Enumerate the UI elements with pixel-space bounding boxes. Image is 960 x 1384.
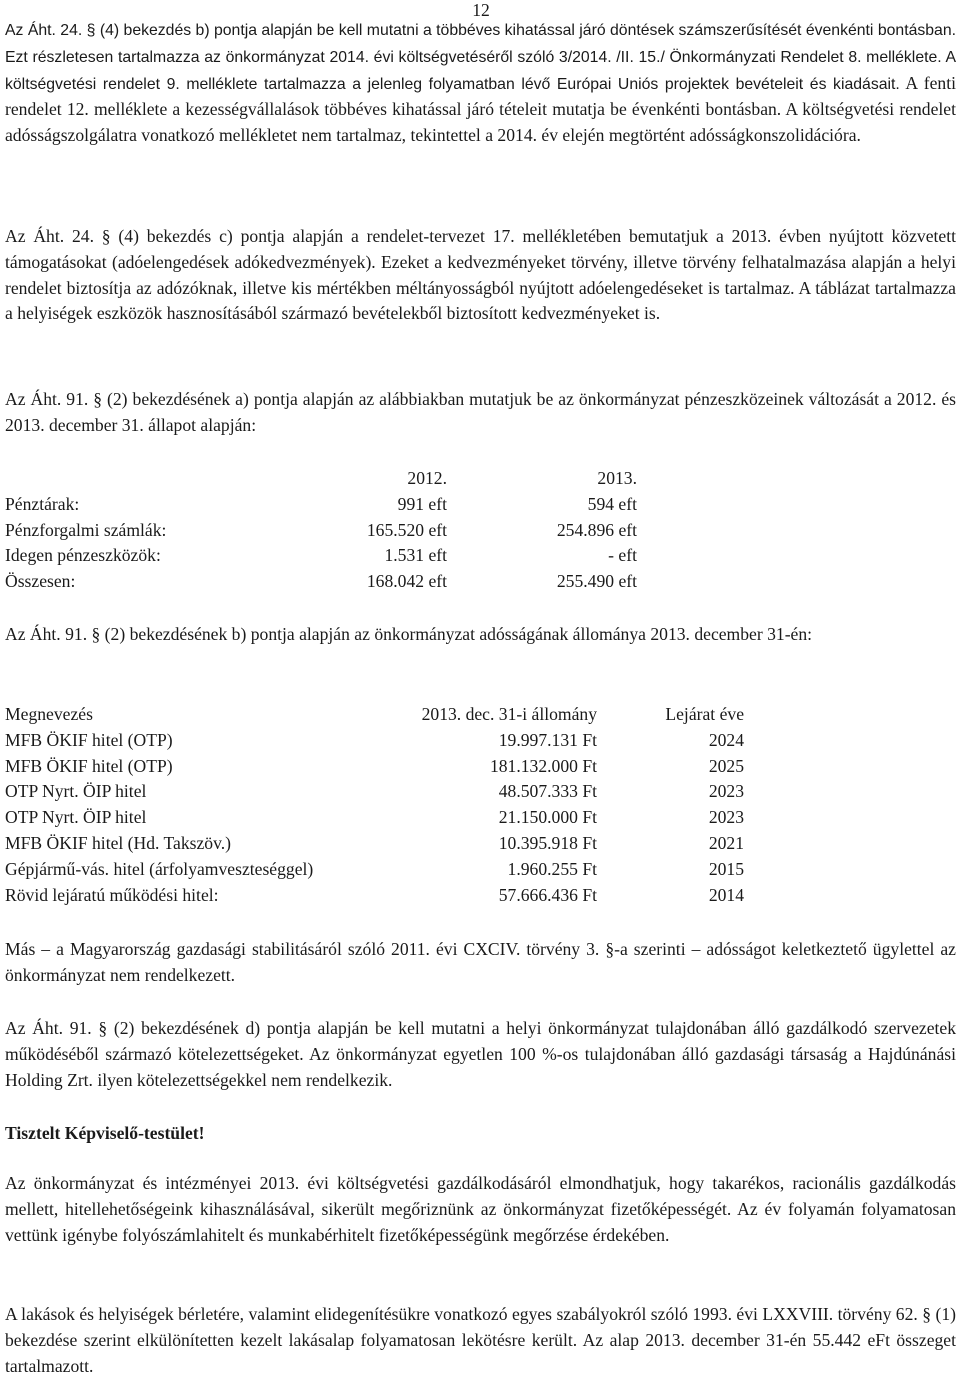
cash-row-2012: 1.531 eft [384, 545, 447, 566]
cash-row-label: Idegen pénzeszközök: [5, 545, 161, 566]
page-number: 12 [472, 0, 490, 20]
cash-table [5, 466, 637, 595]
debt-row-maturity: 2021 [708, 832, 744, 853]
debt-row-maturity: 2014 [708, 884, 744, 905]
cash-header-2012: 2012. [407, 468, 447, 488]
cash-row-label: Összesen: [5, 571, 76, 592]
table-row [5, 831, 744, 857]
paragraph-7: Az önkormányzat és intézményei 2013. évi költségvetési gazdálkodásáról elmondhatjuk, hogy takarékos, racionális gazdálkodás mellett, hitellehetőségeink kihasználásával, sikerült megőriznünk az önkormányzat fizetőképességét. Az év folyamán folyamatosan vettünk igénybe folyószámlahitelt és munkabérhitelt fizetőképességünk megőrzése érdekében. [5, 1173, 956, 1245]
debt-row-maturity: 2024 [708, 729, 744, 750]
table-row [5, 569, 637, 595]
paragraph-1-serif-text: A fenti rendelet 12. melléklete a kezességvállalások többéves kihatással járó tételeit mutatja be évenkénti bontásban. A költségvetési rendelet adósságszolgálatra vonatkozó mellékletet nem tartalmaz, tekintettel a 2014. év elején megtörtént adósságkonszolidációra. [5, 72, 956, 146]
cash-row-2012: 991 eft [397, 493, 447, 514]
cash-row-2013: 254.896 eft [556, 519, 637, 540]
debt-row-balance: 1.960.255 Ft [507, 858, 597, 879]
paragraph-4: Az Áht. 91. § (2) bekezdésének b) pontja alapján az önkormányzat adósságának állománya 2013. december 31-én: [5, 624, 813, 644]
table-row [5, 857, 744, 883]
table-row [5, 492, 637, 518]
debt-row-balance: 181.132.000 Ft [489, 755, 597, 776]
table-row [5, 779, 744, 805]
debt-table-header-row [5, 702, 744, 728]
debt-row-name: MFB ÖKIF hitel (Hd. Takszöv.) [5, 832, 232, 853]
debt-row-balance: 21.150.000 Ft [498, 807, 597, 828]
paragraph-3: Az Áht. 91. § (2) bekezdésének a) pontja alapján az alábbiakban mutatjuk be az önkormányzat pénzeszközeinek változását a 2012. és 2013. december 31. állapot alapján: [5, 389, 956, 435]
debt-header-name: Megnevezés [5, 704, 93, 724]
cash-row-2013: 255.490 eft [556, 571, 637, 592]
salutation-heading: Tisztelt Képviselő-testület! [5, 1123, 205, 1143]
debt-row-name: MFB ÖKIF hitel (OTP) [5, 755, 173, 776]
table-row [5, 805, 744, 831]
debt-row-maturity: 2023 [708, 781, 744, 802]
paragraph-1 [5, 17, 956, 149]
debt-row-maturity: 2015 [708, 858, 744, 879]
debt-row-name: OTP Nyrt. ÖIP hitel [5, 781, 147, 802]
debt-row-name: MFB ÖKIF hitel (OTP) [5, 729, 173, 750]
table-row [5, 543, 637, 569]
debt-table [5, 702, 744, 908]
table-row [5, 883, 744, 909]
cash-row-label: Pénztárak: [5, 493, 80, 514]
cash-row-2012: 165.520 eft [366, 519, 447, 540]
cash-row-2013: - eft [608, 545, 637, 566]
debt-row-balance: 10.395.918 Ft [498, 832, 597, 853]
cash-header-label [5, 466, 235, 492]
debt-row-maturity: 2023 [708, 807, 744, 828]
debt-row-name: Rövid lejáratú működési hitel: [5, 884, 219, 905]
paragraph-6: Az Áht. 91. § (2) bekezdésének d) pontja alapján be kell mutatni a helyi önkormányzat tulajdonában álló gazdálkodó szervezetek működéséből származó kötelezettségeket. Az önkormányzat egyetlen 100 %-os tulajdonában álló gazdasági társaság a Hajdúnánási Holding Zrt. ilyen kötelezettségekkel nem rendelkezik. [5, 1018, 956, 1090]
debt-header-maturity: Lejárat éve [665, 704, 744, 724]
cash-table-header-row [5, 466, 637, 492]
debt-header-balance: 2013. dec. 31-i állomány [421, 704, 597, 724]
paragraph-8: A lakások és helyiségek bérletére, valamint elidegenítésükre vonatkozó egyes szabályokról szóló 1993. évi LXXVIII. törvény 62. § (1) bekezdése szerint elkülönítetten kezelt lakásalap folyamatosan lekötésre került. Az alap 2013. december 31-én 55.442 eFt összeget tartalmazott. [5, 1304, 956, 1376]
paragraph-5: Más – a Magyarország gazdasági stabilitásáról szóló 2011. évi CXCIV. törvény 3. §-a szerinti – adósságot keletkeztető ügylettel az önkormányzat nem rendelkezett. [5, 939, 956, 985]
debt-row-maturity: 2025 [708, 755, 744, 776]
cash-header-2013: 2013. [597, 468, 637, 488]
debt-row-balance: 19.997.131 Ft [498, 729, 597, 750]
cash-row-2012: 168.042 eft [366, 571, 447, 592]
table-row [5, 754, 744, 780]
debt-row-balance: 57.666.436 Ft [498, 884, 597, 905]
cash-row-2013: 594 eft [587, 493, 637, 514]
table-row [5, 728, 744, 754]
debt-row-balance: 48.507.333 Ft [498, 781, 597, 802]
cash-row-label: Pénzforgalmi számlák: [5, 519, 167, 540]
paragraph-1-sans-text: Az Áht. 24. § (4) bekezdés b) pontja alapján be kell mutatni a többéves kihatással járó döntések számszerűsítését évenkénti bontásban. Ezt részletesen tartalmazza az önkormányzat 2014. évi költségvetéséről szóló 3/2014. /II. 15./ Önkormányzati Rendelet 8. melléklete. A költségvetési rendelet 9. melléklete tartalmazza a jelenleg folyamatban lévő Európai Uniós projektek bevételeit és kiadásait. [5, 22, 957, 93]
debt-row-name: OTP Nyrt. ÖIP hitel [5, 807, 147, 828]
debt-row-name: Gépjármű-vás. hitel (árfolyamveszteséggel) [5, 858, 314, 879]
paragraph-2: Az Áht. 24. § (4) bekezdés c) pontja alapján a rendelet-tervezet 17. mellékletében bemutatjuk a 2013. évben nyújtott közvetett támogatásokat (adóelengedések adókedvezmények). Ezeket a kedvezményeket törvény, illetve törvény felhatalmazása alapján a helyi rendelet biztosítja az adózóknak, illetve kis mértékben méltányosságból nyújtott adóelengedéseket is tartalmaz. A táblázat tartalmazza a helyiségek eszközök hasznosításából származó bevételekből biztosított kedvezményeket is. [5, 226, 956, 324]
table-row [5, 518, 637, 544]
